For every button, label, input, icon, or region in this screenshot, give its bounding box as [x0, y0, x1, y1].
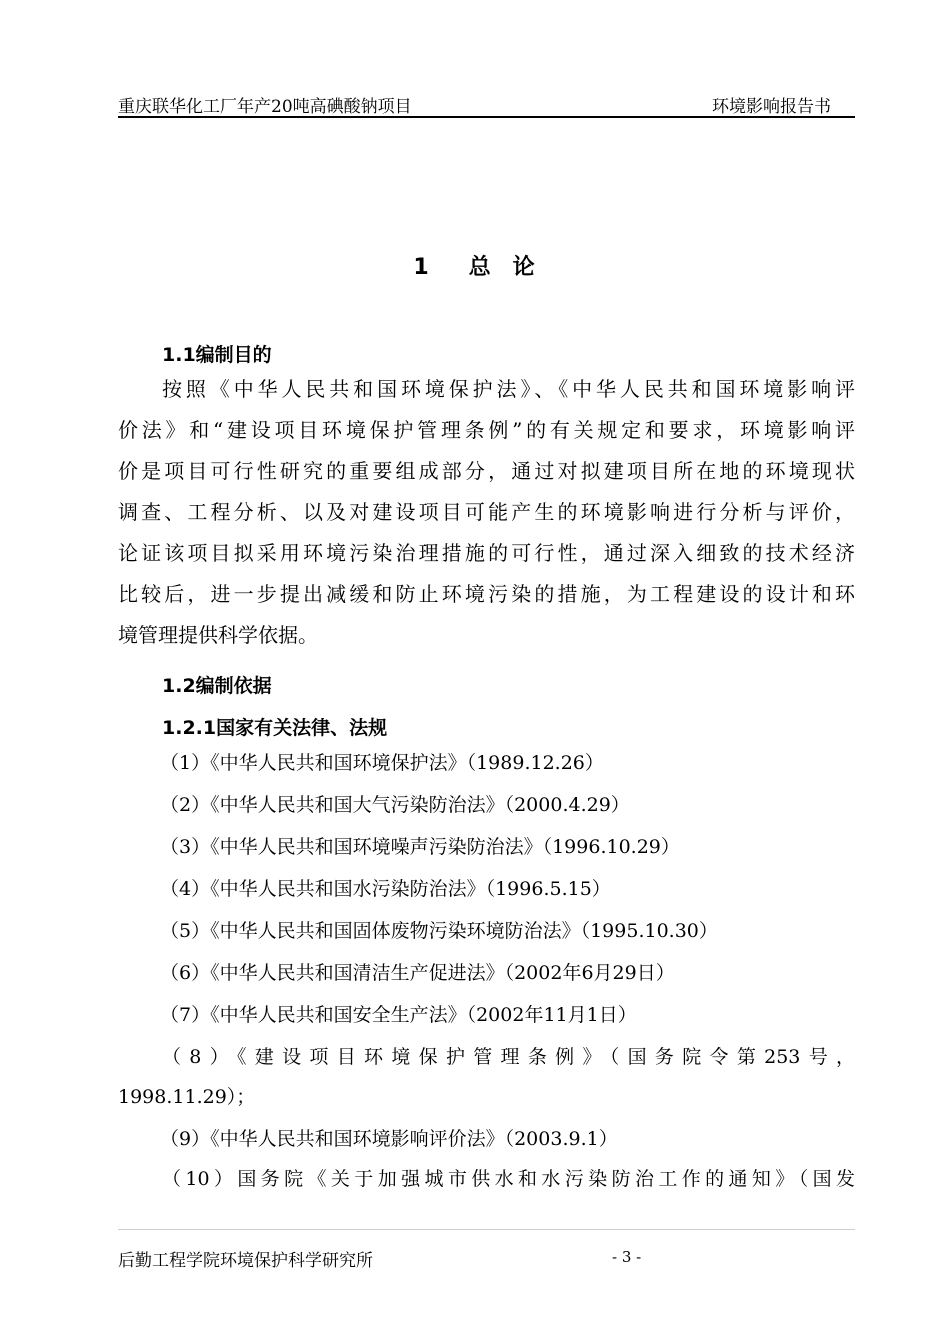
- paragraph-line: 境管理提供科学依据。: [118, 623, 318, 647]
- law-list-item: （10）国务院《关于加强城市供水和水污染防治工作的通知》（国发: [162, 1168, 855, 1190]
- law-list-item: （6）《中华人民共和国清洁生产促进法》（2002年6月29日）: [160, 962, 675, 984]
- law-list-item: （5）《中华人民共和国固体废物污染环境防治法》（1995.10.30）: [160, 920, 718, 942]
- page-number: - 3 -: [612, 1248, 642, 1266]
- law-list-item: （8）《建设项目环境保护管理条例》（国务院令第253号，: [162, 1046, 855, 1068]
- law-list-item: （4）《中华人民共和国水污染防治法》（1996.5.15）: [160, 878, 611, 900]
- footer-organization: 后勤工程学院环境保护科学研究所: [118, 1251, 373, 1271]
- chapter-title-part2: 论: [512, 255, 537, 280]
- law-list-item: （2）《中华人民共和国大气污染防治法》（2000.4.29）: [160, 794, 630, 816]
- law-list-item: （1）《中华人民共和国环境保护法》（1989.12.26）: [160, 752, 604, 774]
- paragraph-line: 论证该项目拟采用环境污染治理措施的可行性，通过深入细致的技术经济: [118, 541, 855, 565]
- law-list-item: （9）《中华人民共和国环境影响评价法》（2003.9.1）: [160, 1128, 618, 1150]
- chapter-title-part1: 总: [468, 255, 493, 280]
- section-heading-1-2: 1.2编制依据: [162, 675, 272, 697]
- law-list-item-continued: 1998.11.29）；: [118, 1086, 256, 1108]
- paragraph-line: 比较后，进一步提出减缓和防止环境污染的措施，为工程建设的设计和环: [118, 582, 855, 606]
- chapter-number: 1: [413, 255, 431, 280]
- paragraph-line: 价法》和“建设项目环境保护管理条例”的有关规定和要求，环境影响评: [118, 418, 855, 442]
- paragraph-line: 价是项目可行性研究的重要组成部分，通过对拟建项目所在地的环境现状: [118, 459, 855, 483]
- section-heading-1-1: 1.1编制目的: [162, 344, 272, 366]
- header-project-title: 重庆联华化工厂年产20吨高碘酸钠项目: [118, 97, 412, 117]
- header-document-type: 环境影响报告书: [712, 97, 831, 117]
- law-list-item: （7）《中华人民共和国安全生产法》（2002年11月1日）: [160, 1004, 637, 1026]
- paragraph-line: 按照《中华人民共和国环境保护法》、《中华人民共和国环境影响评: [162, 377, 855, 401]
- page-header: [118, 92, 855, 118]
- law-list-item: （3）《中华人民共和国环境噪声污染防治法》（1996.10.29）: [160, 836, 680, 858]
- footer-divider: [118, 1229, 855, 1230]
- paragraph-line: 调查、工程分析、以及对建设项目可能产生的环境影响进行分析与评价，: [118, 500, 855, 524]
- section-heading-1-2-1: 1.2.1国家有关法律、法规: [162, 717, 388, 739]
- chapter-title: [0, 250, 950, 281]
